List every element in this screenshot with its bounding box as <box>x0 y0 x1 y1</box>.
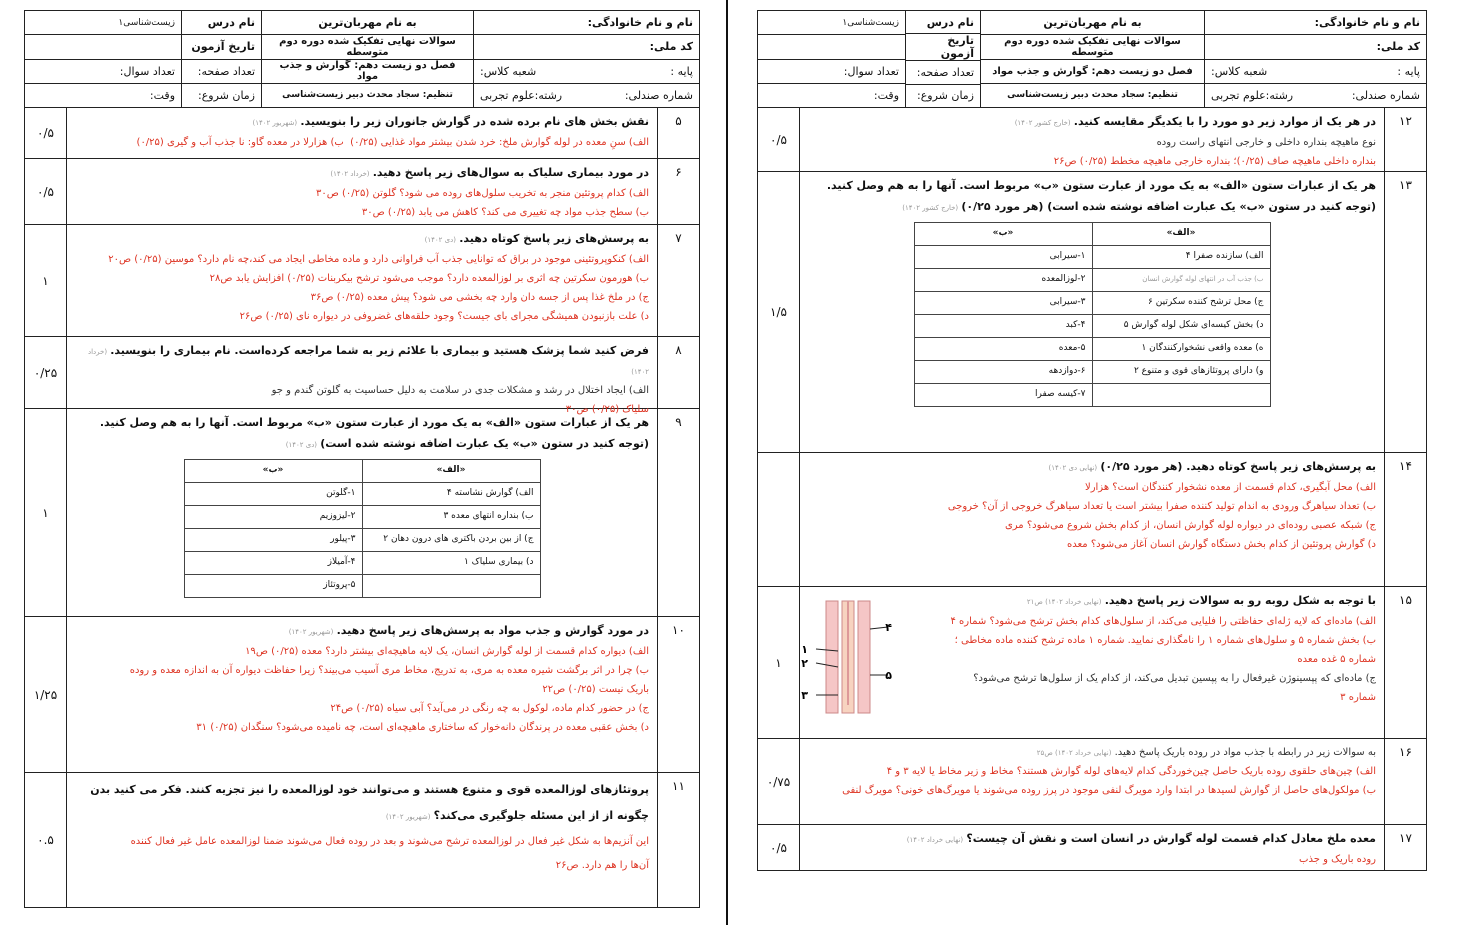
score-cell: ۰/۵ <box>25 159 67 224</box>
answer-line: ج) در ملخ غذا پس از جسه دان وارد چه بخشی می شود؟ پیش معده (۰/۲۵) ص۳۶ <box>310 291 649 303</box>
question-row <box>25 224 699 336</box>
column-b-item: ۲-لوزالمعده <box>914 268 1092 291</box>
column-b-item: ۵-معده <box>914 337 1092 360</box>
column-b-item: ۲-لیزوزیم <box>184 505 362 528</box>
question-number: ۱۲ <box>1384 108 1426 171</box>
column-a-item <box>1092 383 1270 406</box>
course-value: زیست‌شناسی۱ <box>25 11 181 35</box>
start-label: زمان شروع: <box>917 89 974 103</box>
pages-label: تعداد صفحه: <box>182 60 261 84</box>
exam-date-label: تاریخ آزمون <box>182 35 261 59</box>
stomach-gland-figure <box>801 595 908 725</box>
source-note: (خرداد ۱۴۰۲) <box>87 348 649 376</box>
score-cell <box>758 453 800 586</box>
title-author: تنظیم: سجاد محدث دبیر زیست‌شناسی <box>1007 90 1178 101</box>
source-note: (خارج کشور ۱۴۰۲) <box>902 203 959 212</box>
answer-line: ب) هزارلا در معده گاو: نا جذب آب و گیری (۰/۲۵) <box>136 136 344 148</box>
title-author: تنظیم: سجاد محدث دبیر زیست‌شناسی <box>282 90 453 101</box>
score-cell: ۰/۷۵ <box>758 739 800 824</box>
source-note: (نهایی خرداد ۱۴۰۲) ص۲۵ <box>1036 749 1112 757</box>
source-note: (نهایی خرداد ۱۴۰۲) <box>906 836 964 844</box>
score-cell: ۱ <box>25 409 67 616</box>
column-b-item: ۵-پروتئاز <box>184 574 362 597</box>
score-cell: ۰/۲۵ <box>25 337 67 408</box>
question-row <box>25 108 699 158</box>
question-row <box>758 824 1426 870</box>
question-number: ۸ <box>657 337 699 408</box>
question-number: ۱۳ <box>1384 172 1426 452</box>
answer-line: ب) بخش شماره ۵ و سلول‌های شماره ۱ را نامگذاری نمایید. شماره ۱ ماده ترشح کننده ماده مخاطی ؛ <box>954 634 1376 646</box>
question-text: در هر یک از موارد زیر دو مورد را با یکدیگر مقایسه کنید. <box>1073 115 1376 128</box>
answer-line: شماره ۵ غده معده <box>1297 653 1376 665</box>
answer-line: ج) شبکه عصبی روده‌ای در دیواره لوله گوارش انسان، از کدام بخش شروع می‌شود؟ مری <box>1004 519 1376 531</box>
question-text: با توجه به شکل روبه رو به سوالات زیر پاسخ دهید. <box>1104 594 1376 607</box>
column-b-header: «ب» <box>914 222 1092 245</box>
answer-line: الف) کنکوپروتئینی موجود در براق که توانایی جذب آب فراوانی دارد و ماده مخاطی ایجاد می کند،چه نام دارد؟ موسین (۰/۲۵) ص۲۰ <box>108 253 649 265</box>
name-field: نام و نام خانوادگی: <box>474 11 699 35</box>
source-note: (خارج کشور ۱۴۰۲) <box>1014 119 1071 127</box>
column-a-item: ب) بنداره انتهای معده ۳ <box>362 505 540 528</box>
source-note: (خرداد ۱۴۰۲) <box>330 170 370 178</box>
answer-line: الف) کدام پروتئین منجر به تخریب سلول‌های روده می شود؟ گلوتن (۰/۲۵) ص۳۰ <box>316 187 649 199</box>
column-a-item: د) بیماری سلیاک ۱ <box>362 551 540 574</box>
code-field: کد ملی: <box>474 35 699 59</box>
answer-line: د) گوارش پروتئین از کدام بخش دستگاه گوارش انسان آغاز می‌شود؟ معده <box>1066 538 1376 550</box>
column-b-item: ۱-گلوتن <box>184 482 362 505</box>
matching-table <box>184 459 541 598</box>
code-field: کد ملی: <box>1205 35 1426 59</box>
question-line: الف) ایجاد اختلال در رشد و مشکلات جدی در سلامت به دلیل حساسیت به گلوتن گندم و جو <box>271 384 649 396</box>
fig-label: ۱ <box>801 643 808 656</box>
question-row <box>25 772 699 907</box>
column-b-header: «ب» <box>184 459 362 482</box>
start-label: زمان شروع: <box>198 88 255 102</box>
title-basmala: به نام مهربان‌ترین <box>262 11 473 35</box>
answer-line: روده باریک و جذب <box>1299 853 1376 865</box>
column-b-item: ۳-سیرابی <box>914 291 1092 314</box>
source-note: (شهریور ۱۴۰۲) <box>385 813 431 822</box>
question-table <box>757 108 1427 871</box>
column-a-header: «الف» <box>362 459 540 482</box>
question-text: به پرسش‌های زیر پاسخ کوتاه دهید. (هر مورد ۰/۲۵) <box>1100 460 1376 473</box>
question-line: ج) ماده‌ای که پپسینوژن غیرفعال را به پپسین تبدیل می‌کند، از کدام یک از سلول‌ها ترشح می‌شود؟ <box>973 672 1376 684</box>
exam-header <box>24 10 700 108</box>
fig-label: ۲ <box>801 657 808 670</box>
answer-line: ج) در حضور کدام ماده، لوکول به چه رنگی در می‌آید؟ آبی سیاه (۰/۲۵) ص۲۴ <box>330 702 649 714</box>
answer-line: ب) سطح جذب مواد چه تغییری می کند؟ کاهش می یابد (۰/۲۵) ص۳۰ <box>361 206 649 218</box>
question-number: ۱۷ <box>1384 825 1426 870</box>
source-note: (نهایی خرداد ۱۴۰۲) ص۲۱ <box>1026 598 1102 606</box>
source-note: (شهریور ۱۴۰۲) <box>288 628 334 636</box>
exam-header <box>757 10 1427 108</box>
field-label: رشته:علوم تجربی <box>480 88 563 102</box>
question-text: پروتئازهای لوزالمعده قوی و متنوع هستند و می‌توانند خود لوزالمعده را نیز تجزیه کنند. فکر می کنید بدن چگونه از از این مسئله جلوگیری می‌کند؟ <box>90 783 649 823</box>
seat-label: شماره صندلی: <box>1351 88 1420 102</box>
time-label: وقت: <box>873 88 899 102</box>
score-cell: ۰.۵ <box>25 773 67 907</box>
exam-date-label: تاریخ آزمون <box>906 34 980 61</box>
column-b-item: ۳-پیلور <box>184 528 362 551</box>
question-row <box>758 171 1426 452</box>
fig-label: ۵ <box>885 669 892 682</box>
score-cell: ۱/۵ <box>758 172 800 452</box>
question-row <box>25 336 699 415</box>
column-b-item: ۷-کیسه صفرا <box>914 383 1092 406</box>
answer-line: این آنزیم‌ها به شکل غیر فعال در لوزالمعده ترشح می‌شوند و بعد در روده فعال می‌شوند ضمنا لوزالمعده عامل غیر فعال کننده <box>130 835 649 847</box>
name-field: نام و نام خانوادگی: <box>1205 11 1426 35</box>
grade-label: پایه : <box>1397 64 1420 78</box>
answer-line: سلیاک (۰/۲۵) ص۳۰ <box>565 403 649 415</box>
column-b-item: ۴-آمیلاز <box>184 551 362 574</box>
column-a-item <box>362 574 540 597</box>
pages-label: تعداد صفحه: <box>906 61 980 84</box>
column-a-item: ج) محل ترشح کننده سکرتین ۶ <box>1092 291 1270 314</box>
question-number: ۵ <box>657 108 699 158</box>
title-basmala: به نام مهربان‌ترین <box>981 11 1204 35</box>
question-text: در مورد گوارش و جذب مواد به پرسش‌های زیر پاسخ دهید. <box>336 624 649 637</box>
course-label: نام درس <box>906 11 980 34</box>
questions-label: تعداد سوال: <box>25 60 181 84</box>
question-row <box>25 408 699 616</box>
time-label: وقت: <box>149 88 175 102</box>
answer-line: بنداره داخلی ماهیچه صاف (۰/۲۵)؛ بنداره خارجی ماهیچه مخطط (۰/۲۵) ص۲۶ <box>1053 155 1376 167</box>
question-table <box>24 108 700 908</box>
answer-line: ب) هورمون سکرتین چه اثری بر لوزالمعده دارد؟ موجب می‌شود ترشح بیکربنات (۰/۲۵) افزایش یابد ص۲۸ <box>209 272 649 284</box>
answer-line: الف) ماده‌ای که لایه ژله‌ای حفاظتی را فلیایی می‌کند، از سلول‌های کدام بخش ترشح می‌شود؟ شماره ۴ <box>950 615 1376 627</box>
title-exam: سوالات نهایی تفکیک شده دوره دوم متوسطه <box>981 35 1204 59</box>
question-row <box>25 158 699 224</box>
column-a-item: الف) سازنده صفرا ۴ <box>1092 245 1270 268</box>
score-cell: ۰/۵ <box>25 108 67 158</box>
score-cell: ۰/۵ <box>758 825 800 870</box>
grade-label: پایه : <box>670 64 693 78</box>
question-text: به پرسش‌های زیر پاسخ کوتاه دهید. <box>459 232 649 245</box>
column-a-item: د) بخش کیسه‌ای شکل لوله گوارش ۵ <box>1092 314 1270 337</box>
questions-label: تعداد سوال: <box>758 60 905 84</box>
question-row <box>758 586 1426 738</box>
answer-line: الف) محل آبگیری، کدام قسمت از معده نشخوار کنندگان است؟ هزارلا <box>1085 481 1376 493</box>
column-b-item: ۶-دوازدهه <box>914 360 1092 383</box>
question-text: معده ملخ معادل کدام قسمت لوله گوارش در انسان است و نقش آن چیست؟ <box>966 832 1376 845</box>
question-number: ۱۰ <box>657 617 699 772</box>
question-row <box>758 108 1426 171</box>
title-chapter: فصل دو زیست دهم: گوارش و جذب مواد <box>981 60 1204 84</box>
column-a-item: ب) جذب آب در انتهای لوله گوارش انسان <box>1092 268 1270 291</box>
question-text: فرض کنید شما پزشک هستید و بیماری با علائم زیر به شما مراجعه کرده‌است. نام بیماری را بنویسید. <box>110 344 649 357</box>
field-label: رشته:علوم تجربی <box>1211 88 1294 102</box>
score-cell: ۰/۵ <box>758 108 800 171</box>
answer-line: ب) چرا در اثر برگشت شیره معده به مری، به تدریج، مخاط مری آسیب می‌بیند؟ زیرا حفاظت دیواره آن به اندازه معده و روده <box>129 664 649 676</box>
exam-sheet-right <box>757 10 1427 871</box>
answer-line: الف) دیواره کدام قسمت از لوله گوارش انسان، یک لایه ماهیچه‌ای بیشتر دارد؟ معده (۰/۲۵) ص۱۹ <box>245 645 649 657</box>
question-text: نقش بخش های نام برده شده در گوارش جانوران زیر را بنویسید. <box>300 115 649 128</box>
source-note: (نهایی دی ۱۴۰۲) <box>1048 464 1098 472</box>
class-label: شعبه کلاس: <box>1211 64 1268 78</box>
title-exam: سوالات نهایی تفکیک شده دوره دوم متوسطه <box>262 35 473 59</box>
question-number: ۱۵ <box>1384 587 1426 738</box>
question-number: ۱۱ <box>657 773 699 907</box>
source-note: (شهریور ۱۴۰۲) <box>252 119 298 127</box>
answer-line: الف) چین‌های حلقوی روده باریک حاصل چین‌خوردگی کدام لایه‌های لوله گوارش هستند؟ مخاط و زیر مخاط یا لایه ۳ و ۴ <box>886 766 1376 777</box>
fig-label: ۴ <box>885 621 892 634</box>
fig-label: ۳ <box>801 689 808 702</box>
answer-line: ب) مولکول‌های حاصل از گوارش لسیدها در ابتدا وارد مویرگ لنفی موجود در پرز روده می‌شوند یا مویرگ‌های خونی؟ مویرگ لنفی <box>842 785 1376 796</box>
score-cell: ۱/۲۵ <box>25 617 67 772</box>
question-row <box>758 452 1426 586</box>
course-label: نام درس <box>182 11 261 35</box>
answer-line: شماره ۳ <box>1340 691 1376 703</box>
answer-line: الف) سنِ معده در لوله گوارش ملخ: خرد شدن بیشتر مواد غذایی (۰/۲۵) <box>350 136 649 148</box>
column-b-item: ۱-سیرابی <box>914 245 1092 268</box>
question-number: ۶ <box>657 159 699 224</box>
question-line: نوع ماهیچه بنداره داخلی و خارجی انتهای راست روده <box>1156 136 1376 148</box>
question-number: ۱۴ <box>1384 453 1426 586</box>
question-number: ۱۶ <box>1384 739 1426 824</box>
class-label: شعبه کلاس: <box>480 64 537 78</box>
matching-table <box>914 222 1271 407</box>
question-number: ۹ <box>657 409 699 616</box>
answer-line: د) علت بازنبودن همیشگی مجرای بای جیست؟ وجود حلقه‌های غضروفی در دیواره نای (۰/۲۵) ص۲۶ <box>239 310 649 322</box>
score-cell: ۱ <box>25 225 67 336</box>
column-b-item: ۴-کبد <box>914 314 1092 337</box>
source-note: (دی ۱۴۰۲) <box>424 236 457 244</box>
answer-line: باریک نیست (۰/۲۵) ص۲۲ <box>542 683 649 695</box>
question-text: به سوالات زیر در رابطه با جذب مواد در روده باریک پاسخ دهید. <box>1114 747 1376 758</box>
column-a-header: «الف» <box>1092 222 1270 245</box>
title-chapter: فصل دو زیست دهم: گوارش و جذب مواد <box>262 60 473 84</box>
column-a-item: ه) معده واقعی نشخوارکنندگان ۱ <box>1092 337 1270 360</box>
source-note: (دی ۱۴۰۲) <box>285 440 318 449</box>
score-cell: ۱ <box>758 587 800 738</box>
answer-line: آن‌ها را هم دارد. ص۲۶ <box>555 859 649 871</box>
page-divider <box>726 0 728 925</box>
question-number: ۷ <box>657 225 699 336</box>
question-row <box>758 738 1426 824</box>
question-text: در مورد بیماری سلیاک به سوال‌های زیر پاسخ دهید. <box>372 166 649 179</box>
seat-label: شماره صندلی: <box>624 88 693 102</box>
question-text: هر یک از عبارات ستون «الف» به یک مورد از عبارت ستون «ب» مربوط است. آنها را به هم وصل کنید. (توجه کنید در ستون «ب» یک عبارت اضافه نوشته شده است) <box>99 416 649 450</box>
course-value: زیست‌شناسی۱ <box>758 11 905 35</box>
column-a-item: ج) از بین بردن باکتری های درون دهان ۲ <box>362 528 540 551</box>
column-a-item: الف) گوارش نشاسته ۴ <box>362 482 540 505</box>
question-row <box>25 616 699 772</box>
column-a-item: و) دارای پروتئازهای قوی و متنوع ۲ <box>1092 360 1270 383</box>
exam-sheet-left <box>24 10 700 908</box>
answer-line: ب) تعداد سیاهرگ ورودی به اندام تولید کننده صفرا بیشتر است یا تعداد سیاهرگ خروجی از آن؟ خروجی <box>947 500 1376 512</box>
question-text: هر یک از عبارات ستون «الف» به یک مورد از عبارت ستون «ب» مربوط است. آنها را به هم وصل کنید. (توجه کنید در ستون «ب» یک عبارت اضافه نوشته شده است) (هر مورد ۰/۲۵) <box>826 179 1376 213</box>
answer-line: د) بخش عقبی معده در پرندگان دانه‌خوار که ساختاری ماهیچه‌ای است، چه نامیده می‌شود؟ سنگدان (۰/۲۵) ۳۱ <box>196 721 649 733</box>
